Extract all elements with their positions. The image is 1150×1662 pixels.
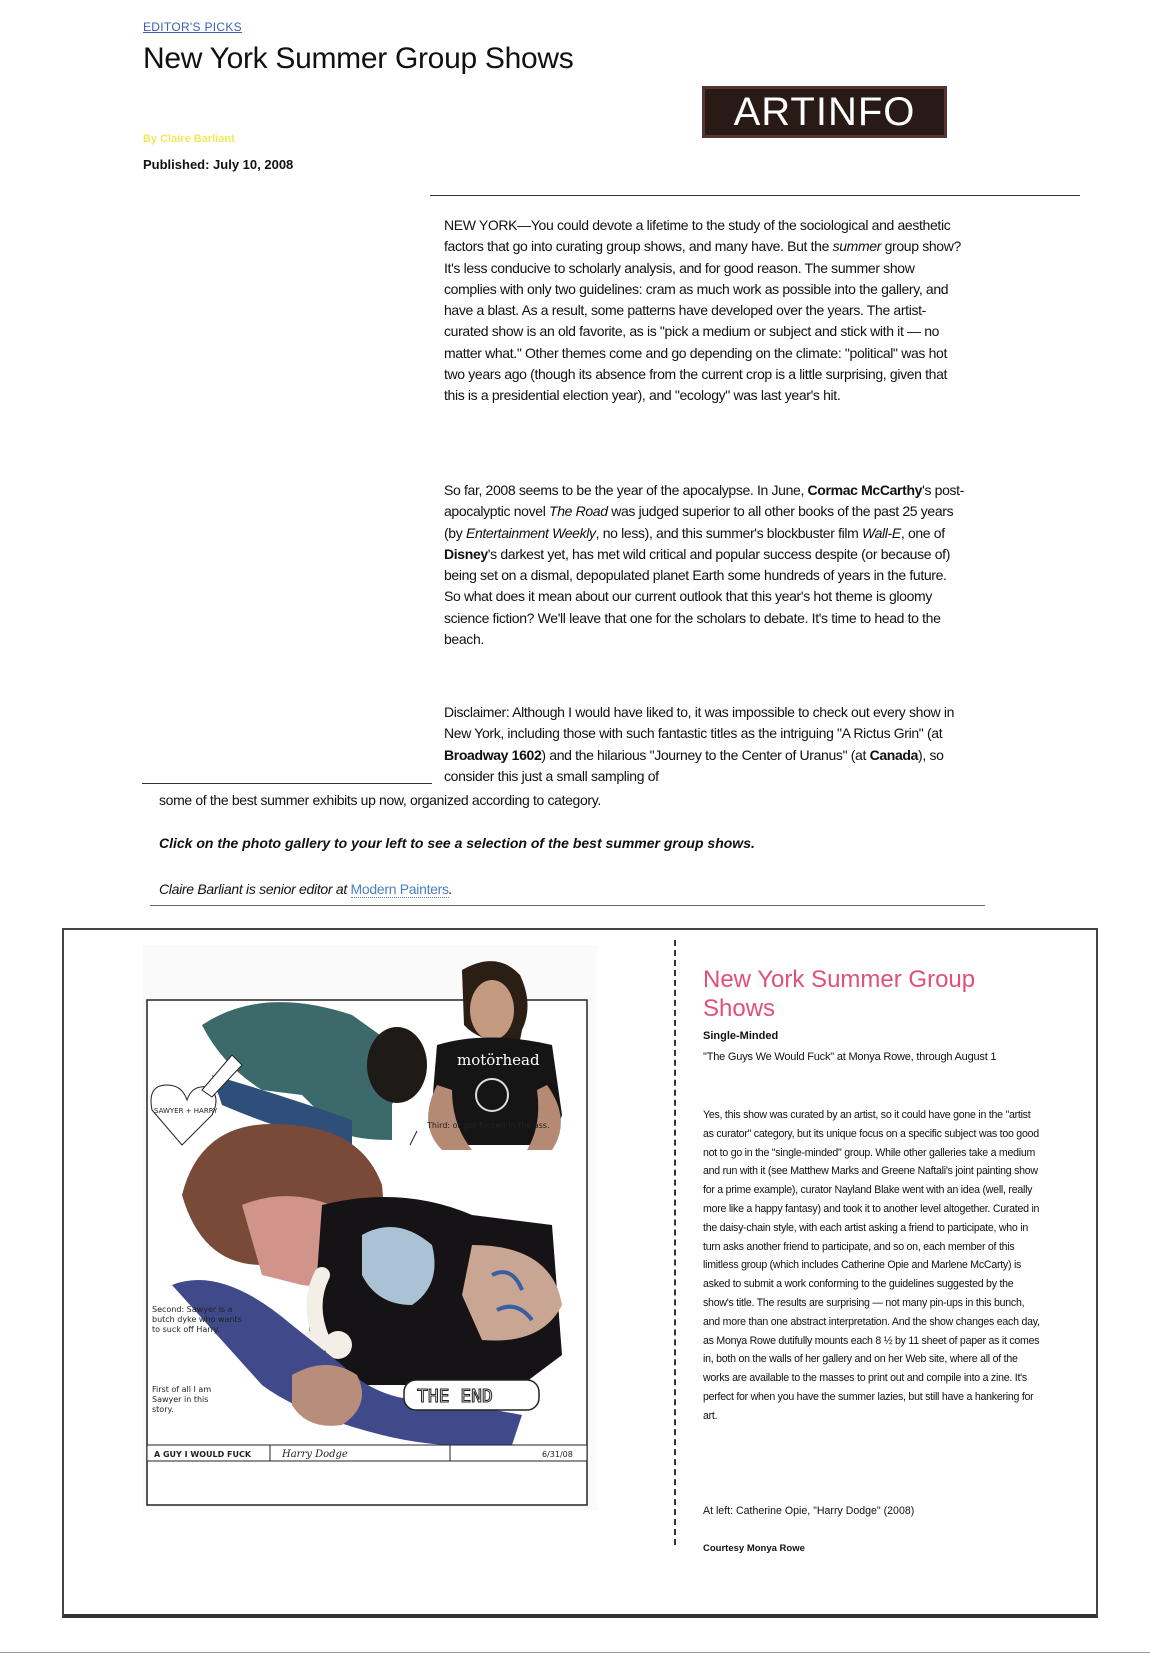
strip-name: Harry Dodge xyxy=(282,1449,348,1460)
p2-segment[interactable]: Cormac McCarthy xyxy=(807,482,923,498)
sidebar-show: "The Guys We Would Fuck" at Monya Rowe, through August 1 xyxy=(703,1051,997,1063)
artwork-collage xyxy=(142,945,597,1511)
page-edge xyxy=(0,1652,1150,1653)
article-paragraph-2 xyxy=(444,480,964,650)
p3-segment: ) and the hilarious "Journey to the Center of Uranus" (at xyxy=(541,746,870,763)
p2-segment: Entertainment Weekly xyxy=(465,524,596,541)
p3-segment[interactable]: Canada xyxy=(869,746,919,763)
heart-note: SAWYER + HARRY xyxy=(154,1107,218,1115)
panel-divider xyxy=(674,940,676,1545)
published-date: Published: July 10, 2008 xyxy=(143,157,294,172)
article-paragraph-1 xyxy=(444,215,964,407)
article-paragraph-3 xyxy=(444,702,964,787)
note-first-wrap xyxy=(152,1385,232,1435)
article-paragraph-3-tail: some of the best summer exhibits up now, organized according to category. xyxy=(159,792,601,808)
logo-text: ARTINFO xyxy=(733,90,916,134)
note-second-wrap xyxy=(152,1305,252,1365)
modern-painters-link[interactable]: Modern Painters xyxy=(350,881,449,897)
p3-segment: Disclaimer: Although I would have liked to, it was impossible to check out every show in New York, including those with such fantastic titles as the intriguing "A Rictus Grin" (at xyxy=(444,704,955,742)
sidebar-category: Single-Minded xyxy=(703,1030,779,1042)
p2-segment: 's darkest yet, has met wild critical and popular success despite (or because of) being set on a dismal, depopulated planet Earth some hundreds of years in the future. So what does it mean about our current outlook that this year's hot theme is gloomy science fiction? We'll leave that one for the scholars to debate. It's time to head to the beach. xyxy=(444,545,951,648)
gallery-image[interactable] xyxy=(142,945,597,1511)
image-courtesy: Courtesy Monya Rowe xyxy=(703,1543,805,1554)
p2-segment: , one of xyxy=(900,524,945,541)
artinfo-logo xyxy=(702,86,947,138)
p3-segment[interactable]: Broadway 1602 xyxy=(444,746,542,763)
p2-segment: The Road xyxy=(549,503,608,520)
header-divider xyxy=(430,195,1080,196)
article-end-divider xyxy=(150,905,985,906)
p2-segment: 's post-apocalyptic novel xyxy=(444,482,965,520)
strip-date: 6/31/08 xyxy=(542,1450,573,1459)
credit-prefix: Claire Barliant is senior editor at xyxy=(159,881,347,897)
note-second: Second: Sawyer is a butch dyke who wants to suck off Harry. xyxy=(152,1305,242,1334)
note-third: Third: or get fucked in the ass. xyxy=(427,1121,550,1130)
strip-left: A GUY I WOULD FUCK xyxy=(154,1450,252,1459)
gallery-callout: Click on the photo gallery to your left to see a selection of the best summer group shows. xyxy=(159,835,755,851)
p2-segment: , no less), and this summer's blockbuster film xyxy=(595,524,862,541)
page-title: New York Summer Group Shows xyxy=(143,42,574,75)
float-divider xyxy=(142,783,432,784)
p2-segment: So far, 2008 seems to be the year of the apocalypse. In June, xyxy=(444,482,808,498)
sidebar-body: Yes, this show was curated by an artist, so it could have gone in the "artist as curator" category, but its unique focus on a specific subject was too good not to go in the "single-minded" group. While other galleries take a medium and run with it (see Matthew Marks and Greene Naftali's joint painting show for a prime example), curator Nayland Blake went with an idea (well, really more like a happy fantasy) and took it to another level altogether. Curated in the daisy-chain style, with each artist asking a friend to participate, who in turn asks another friend to participate, and so on, each member of this limitless group (which includes Catherine Opie and Marlene McCarty) is asked to submit a work conforming to the guidelines suggested by the show's title. The results are surprising — not many pin-ups in this bunch, and more than one abstract interpretation. And the show changes each day, as Monya Rowe dutifully mounts each 8 ½ by 11 sheet of paper as it comes in, both on the walls of her gallery and on her Web site, where all of the works are available to the masses to print out and compile into a zine. It's perfect for when you have the summer lazies, but still have a hankering for art. xyxy=(703,1109,1040,1422)
editors-picks-link[interactable]: EDITOR'S PICKS xyxy=(143,20,242,34)
p2-segment: was judged superior to all other books of the past 25 years (by xyxy=(444,503,954,541)
p2-segment: Wall-E xyxy=(861,524,901,541)
byline[interactable]: By Claire Barliant xyxy=(143,133,235,145)
image-caption: At left: Catherine Opie, "Harry Dodge" (2008) xyxy=(703,1505,915,1517)
credit-suffix: . xyxy=(448,881,453,897)
p1-segment: summer xyxy=(832,238,882,255)
p2-segment[interactable]: Disney xyxy=(444,545,488,562)
shirt-text: motörhead xyxy=(457,1051,540,1069)
the-end-label: THE END xyxy=(417,1386,493,1407)
p1-segment: NEW YORK—You could devote a lifetime to the study of the sociological and aesthetic factors that go into curating group shows, and many have. But the xyxy=(444,217,951,255)
p3-segment: ), so consider this just a small sampling of xyxy=(444,746,944,784)
sidebar-title: New York Summer Group Shows xyxy=(703,966,976,1022)
author-credit xyxy=(159,881,452,897)
note-first: First of all I am Sawyer in this story. xyxy=(152,1385,212,1414)
p1-segment: group show? It's less conducive to scholarly analysis, and for good reason. The summer show complies with only two guidelines: cram as much work as possible into the gallery, and have a blast. As a result, some patterns have developed over the years. The artist-curated show is an old favorite, as is "pick a medium or subject and stick with it — no matter what." Other themes come and go depending on the climate: "political" was hot two years ago (though its absence from the current crop is a little surprising, given that this is a presidential election year), and "ecology" was last year's hit. xyxy=(444,238,961,404)
